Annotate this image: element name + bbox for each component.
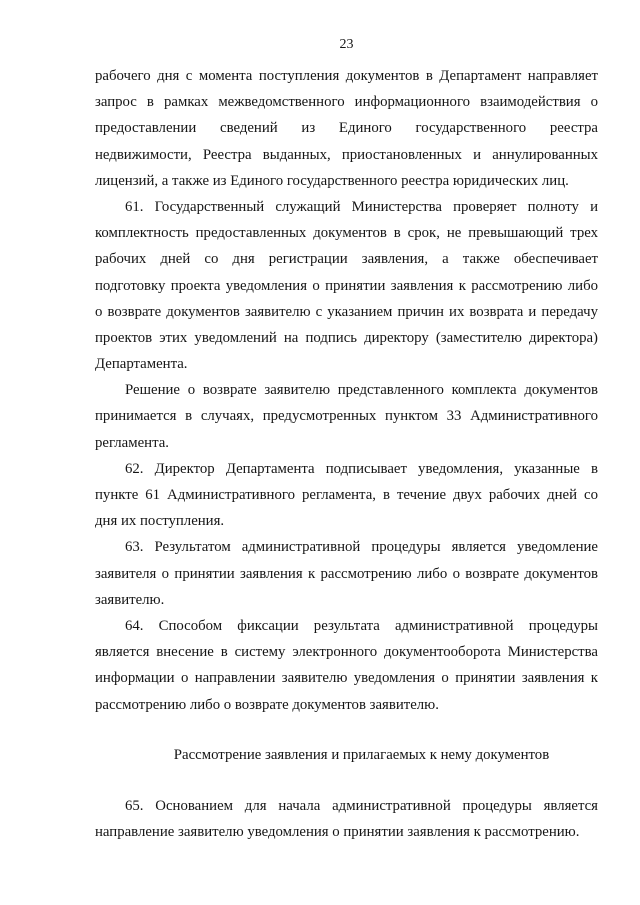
text-line: 64. Способом фиксации результата административной процедуры [125, 617, 598, 634]
text-line: проектов этих уведомлений на подпись директору (заместителю директора) [95, 329, 598, 346]
text-line: недвижимости, Реестра выданных, приостановленных и аннулированных [95, 146, 598, 163]
paragraph-continuation [95, 63, 598, 194]
paragraph-return-decision [95, 377, 598, 456]
text-line: рабочего дня с момента поступления документов в Департамент направляет [95, 68, 598, 84]
text-line: 63. Результатом административной процедуры является уведомление [125, 539, 598, 556]
text-line: рассмотрению либо о возврате документов заявителю. [95, 696, 439, 713]
text-line: предоставлении сведений из Единого государственного реестра [95, 120, 598, 137]
text-line: 65. Основанием для начала административной процедуры является [125, 797, 598, 814]
text-line: лицензий, а также из Единого государственного реестра юридических лиц. [95, 172, 569, 189]
text-line: направление заявителю уведомления о принятии заявления к рассмотрению. [95, 823, 580, 840]
text-line: информации о направлении заявителю уведомления о принятии заявления к [95, 670, 598, 687]
text-line: Департамента. [95, 356, 188, 373]
paragraph-61 [95, 194, 598, 377]
paragraph-65 [95, 793, 598, 845]
paragraph-64 [95, 613, 598, 718]
text-line: дня их поступления. [95, 513, 225, 530]
paragraph-63 [95, 534, 598, 613]
paragraph-62 [95, 456, 598, 535]
section-heading: Рассмотрение заявления и прилагаемых к нему документов [173, 746, 550, 763]
text-line: подготовку проекта уведомления о принятии заявления к рассмотрению либо [95, 277, 598, 294]
text-line: заявителю. [95, 591, 165, 608]
text-line: Решение о возврате заявителю представленного комплекта документов [125, 382, 598, 399]
text-line: о возврате документов заявителю с указанием причин их возврата и передачу [95, 303, 598, 320]
text-line: запрос в рамках межведомственного информационного взаимодействия о [95, 94, 598, 111]
text-line: 61. Государственный служащий Министерства проверяет полноту и [125, 198, 598, 215]
page-number: 23 [339, 37, 354, 52]
text-line: рабочих дней со дня регистрации заявления, а также обеспечивает [95, 251, 598, 268]
text-line: принимается в случаях, предусмотренных пунктом 33 Административного [95, 408, 598, 425]
text-line: регламента. [95, 434, 169, 451]
text-line: 62. Директор Департамента подписывает уведомления, указанные в [125, 460, 598, 477]
text-line: является внесение в систему электронного документооборота Министерства [95, 644, 598, 661]
text-line: пункте 61 Административного регламента, в течение двух рабочих дней со [95, 487, 598, 503]
text-line: комплектность предоставленных документов в срок, не превышающий трех [95, 225, 598, 242]
text-line: заявителя о принятии заявления к рассмотрению либо о возврате документов [95, 565, 598, 582]
document-body [95, 63, 598, 845]
